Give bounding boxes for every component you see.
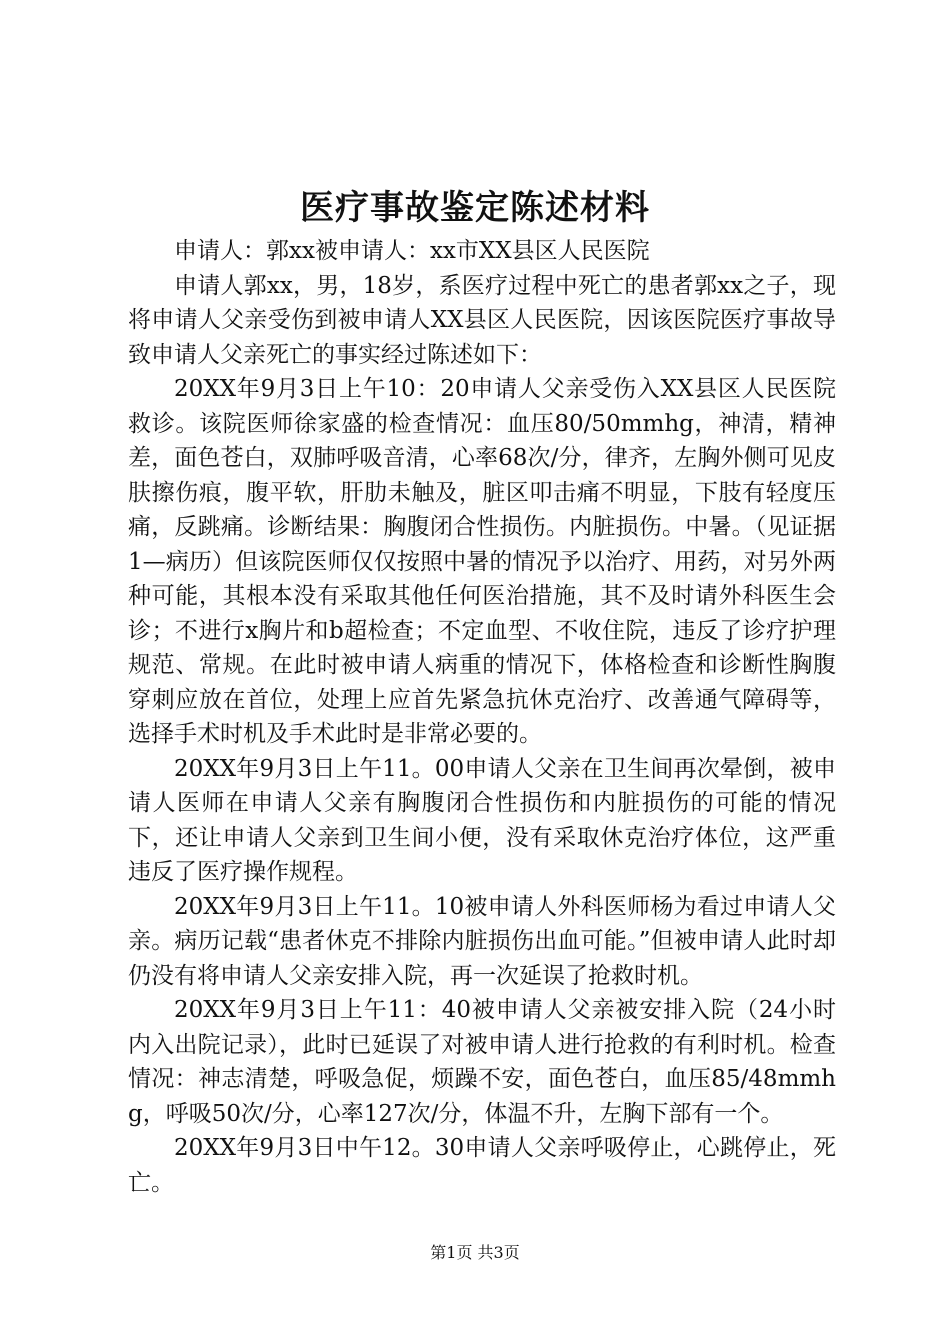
paragraph-1110: 20XX年9月3日上午11。10被申请人外科医师杨为看过申请人父亲。病历记载“患者休克不排除内脏损伤出血可能。”但被申请人此时却仍没有将申请人父亲安排入院，再一次延误了抢救时机。 (128, 893, 836, 989)
document-title: 医疗事故鉴定陈述材料 (300, 188, 650, 228)
paragraph-1230: 20XX年9月3日中午12。30申请人父亲呼吸停止，心跳停止，死亡。 (128, 1135, 836, 1196)
paragraph-1100: 20XX年9月3日上午11。00申请人父亲在卫生间再次晕倒，被申请人医师在申请人父亲有胸腹闭合性损伤和内脏损伤的可能的情况下，还让申请人父亲到卫生间小便，没有采取休克治疗体位，这严重违反了医疗操作规程。 (128, 755, 836, 885)
paragraph-parties: 申请人：郭xx被申请人：xx市XX县区人民医院 (174, 238, 650, 264)
paragraph-intro: 申请人郭xx，男，18岁，系医疗过程中死亡的患者郭xx之子，现将申请人父亲受伤到被申请人XX县区人民医院，因该医院医疗事故导致申请人父亲死亡的事实经过陈述如下： (128, 272, 836, 368)
document-body (128, 234, 836, 1200)
paragraph-1140: 20XX年9月3日上午11：40被申请人父亲被安排入院（24小时内入出院记录），此时已延误了对被申请人进行抢救的有利时机。检查情况：神志清楚，呼吸急促，烦躁不安，面色苍白，血压85/48mmhg，呼吸50次/分，心率127次/分，体温不升，左胸下部有一个。 (128, 997, 836, 1127)
page-number-footer: 第1页 共3页 (430, 1243, 520, 1262)
paragraph-1020: 20XX年9月3日上午10：20申请人父亲受伤入XX县区人民医院救诊。该院医师徐家盛的检查情况：血压80/50mmhg，神清，精神差，面色苍白，双肺呼吸音清，心率68次/分，律齐，左胸外侧可见皮肤擦伤痕，腹平软，肝肋未触及，脏区叩击痛不明显，下肢有轻度压痛，反跳痛。诊断结果：胸腹闭合性损伤。内脏损伤。中暑。（见证据1—病历）但该院医师仅仅按照中暑的情况予以治疗、用药，对另外两种可能，其根本没有采取其他任何医治措施，其不及时请外科医生会诊；不进行x胸片和b超检查；不定血型、不收住院，违反了诊疗护理规范、常规。在此时被申请人病重的情况下，体格检查和诊断性胸腹穿刺应放在首位，处理上应首先紧急抗休克治疗、改善通气障碍等，选择手术时机及手术此时是非常必要的。 (128, 376, 836, 747)
